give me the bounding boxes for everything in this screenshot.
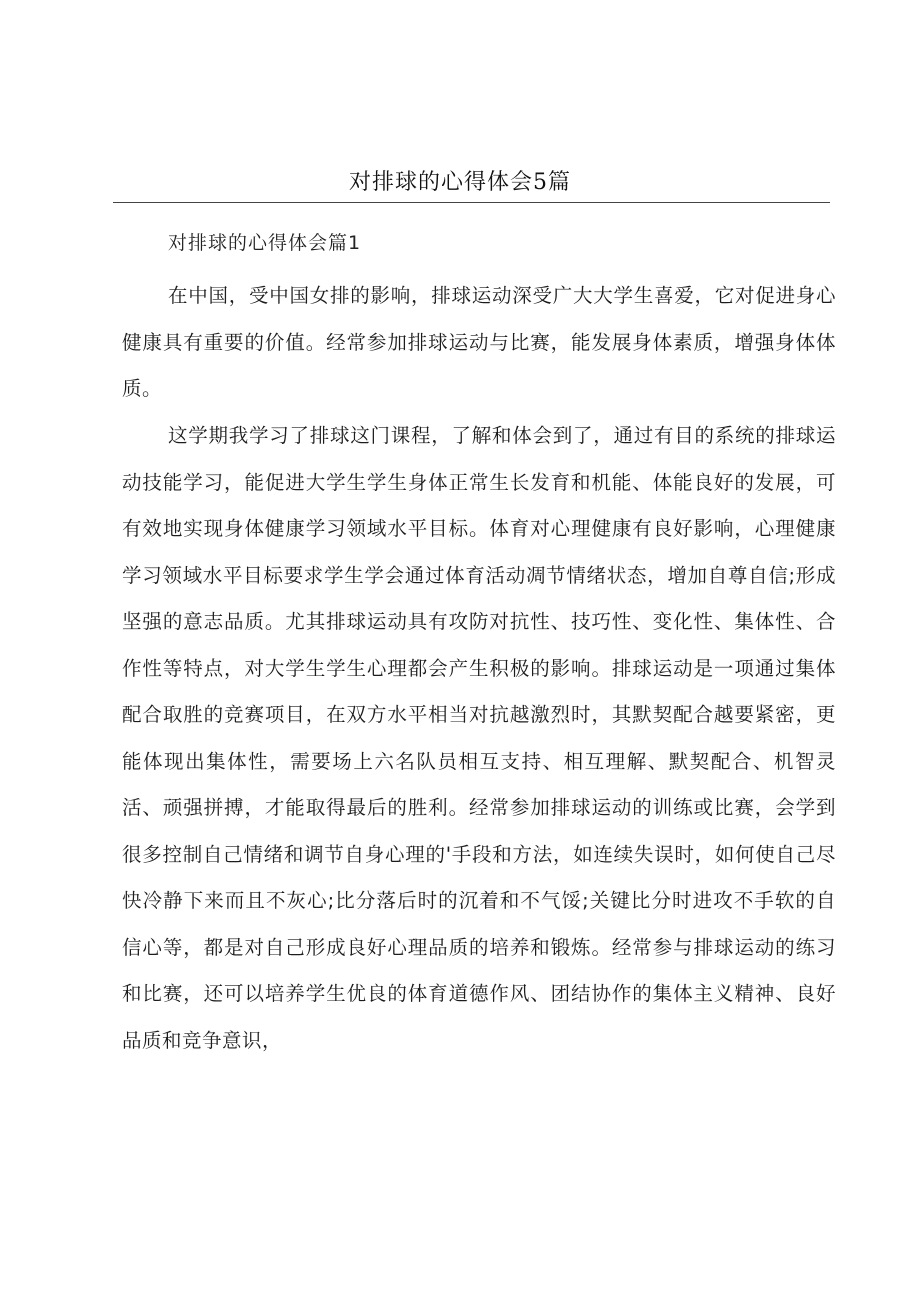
document-title: 对排球的心得体会5篇 [349,170,571,195]
paragraph-1: 在中国，受中国女排的影响，排球运动深受广大大学生喜爱，它对促进身心健康具有重要的价值。经常参加排球运动与比赛，能发展身体素质，增强身体体质。 [122,284,836,400]
section-heading: 对排球的心得体会篇1 [168,232,362,254]
title-divider [113,202,830,203]
paragraph-2: 这学期我学习了排球这门课程，了解和体会到了，通过有目的系统的排球运动技能学习，能促进大学生学生身体正常生长发育和机能、体能良好的发展，可有效地实现身体健康学习领域水平目标。体育对心理健康有良好影响，心理健康学习领域水平目标要求学生学会通过体育活动凋节情绪状态，增加自尊自信;形成坚强的意志品质。尤其排球运动具有攻防对抗性、技巧性、变化性、集体性、合作性等特点，对大学生学生心理都会产生积极的影响。排球运动是一项通过集体配合取胜的竞赛项目，在双方水平相当对抗越激烈时，其默契配合越要紧密，更能体现出集体性，需要场上六名队员相互支持、相互理解、默契配合、机智灵活、顽强拼搏，才能取得最后的胜利。经常参加排球运动的训练或比赛，会学到很多控制自己情绪和调节自身心理的'手段和方法，如连续失误时，如何使自己尽快冷静下来而且不灰心;比分落后时的沉着和不气馁;关键比分时进攻不手软的自信心等，都是对自己形成良好心理品质的培养和锻炼。经常参与排球运动的练习和比赛，还可以培养学生优良的体育道德作风、团结协作的集体主义精神、良好品质和竞争意识， [122,424,836,1052]
